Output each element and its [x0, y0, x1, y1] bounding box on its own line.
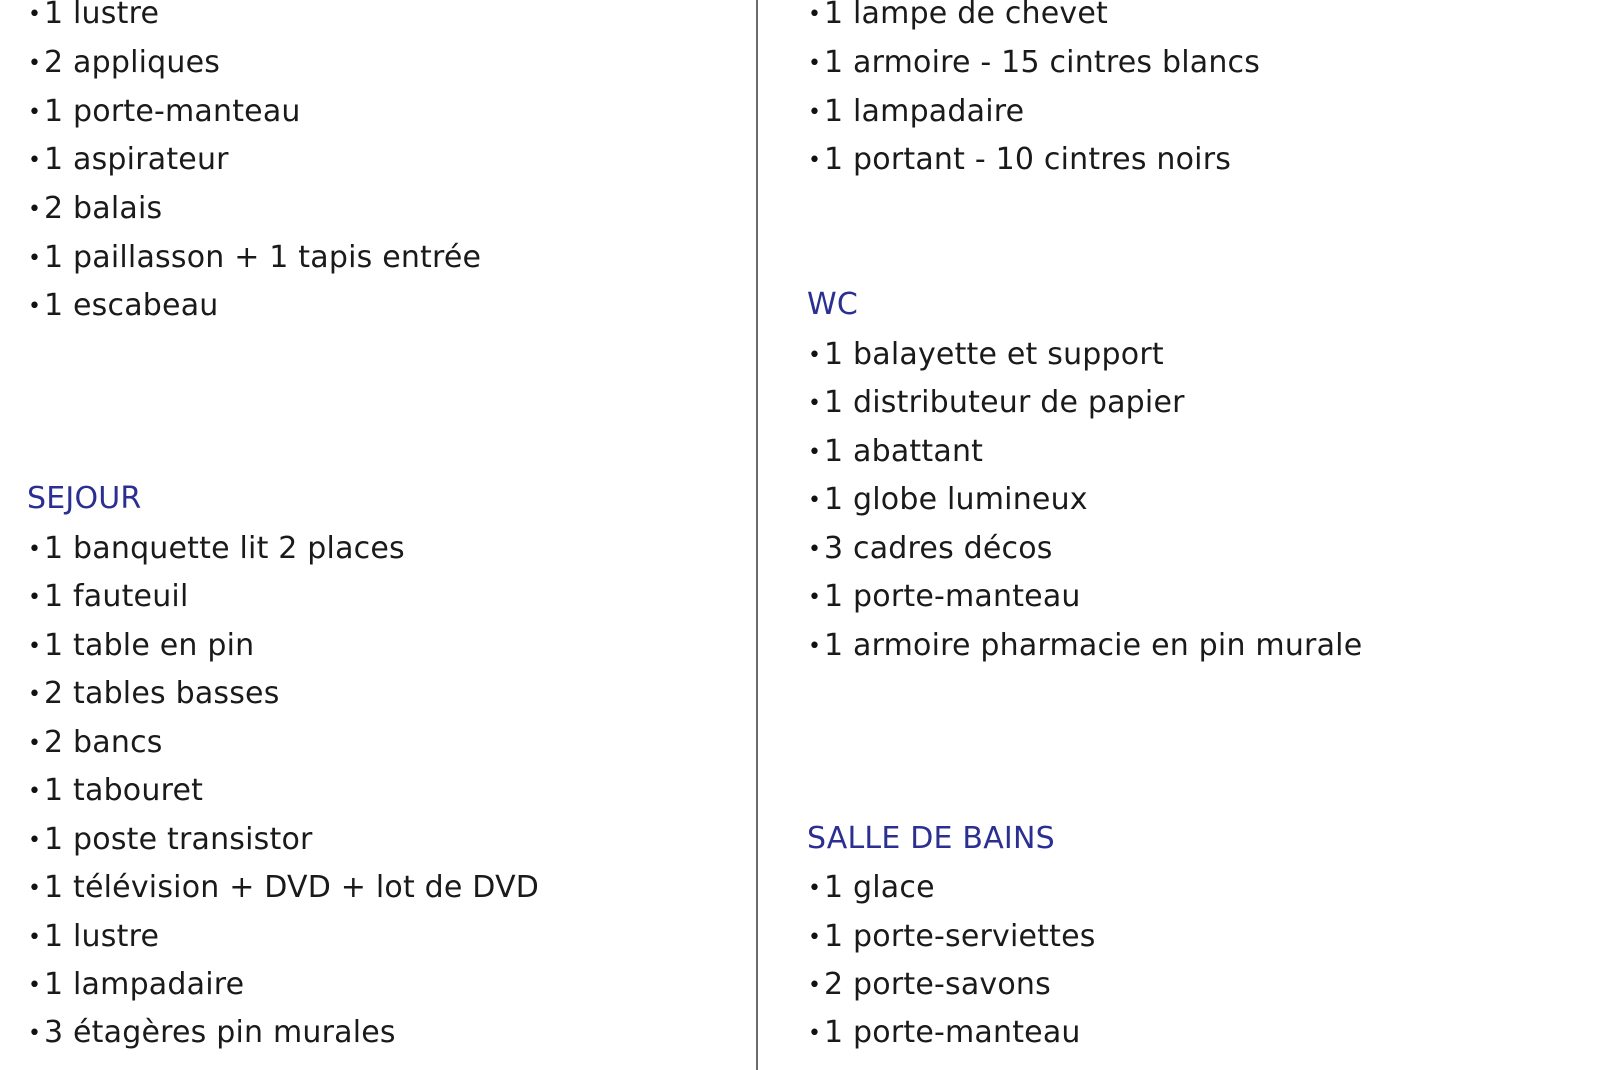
list-item [808, 577, 1081, 618]
list-item [808, 383, 1185, 424]
list-item [28, 189, 162, 230]
item-text: 1 lustre [44, 919, 160, 954]
section-heading-salle-de-bains: SALLE DE BAINS [807, 821, 1055, 856]
section-heading-sejour: SEJOUR [27, 481, 142, 516]
bullet-icon: • [808, 391, 822, 416]
list-item [28, 577, 189, 618]
bullet-icon: • [808, 100, 822, 125]
list-item [28, 626, 254, 667]
list-item [808, 432, 983, 473]
item-text: 1 porte-manteau [824, 1015, 1081, 1050]
bullet-icon: • [28, 634, 42, 659]
bullet-icon: • [28, 2, 42, 27]
list-item [808, 0, 1108, 35]
item-text: 2 porte-savons [824, 967, 1051, 1002]
list-item [28, 140, 229, 181]
bullet-icon: • [808, 537, 822, 562]
item-text: 3 cadres décos [824, 531, 1053, 566]
list-item [28, 238, 481, 279]
bullet-icon: • [28, 148, 42, 173]
item-text: 2 bancs [44, 725, 163, 760]
bullet-icon: • [28, 197, 42, 222]
bullet-icon: • [28, 779, 42, 804]
bullet-icon: • [808, 925, 822, 950]
bullet-icon: • [28, 537, 42, 562]
bullet-icon: • [28, 51, 42, 76]
item-text: 1 lampe de chevet [824, 0, 1108, 31]
item-text: 1 portant - 10 cintres noirs [824, 142, 1232, 177]
item-text: 1 porte-manteau [824, 579, 1081, 614]
section-heading-wc: WC [807, 287, 859, 322]
item-text: 1 abattant [824, 434, 984, 469]
list-item [808, 1013, 1081, 1054]
list-item [808, 626, 1362, 667]
list-item [28, 820, 313, 861]
bullet-icon: • [808, 440, 822, 465]
item-text: 2 appliques [44, 45, 221, 80]
bullet-icon: • [28, 828, 42, 853]
bullet-icon: • [808, 876, 822, 901]
list-item [28, 286, 219, 327]
item-text: 1 télévision + DVD + lot de DVD [44, 870, 540, 905]
item-text: 2 balais [44, 191, 163, 226]
bullet-icon: • [28, 876, 42, 901]
list-item [28, 723, 163, 764]
bullet-icon: • [28, 246, 42, 271]
item-text: 1 banquette lit 2 places [44, 531, 405, 566]
bullet-icon: • [808, 343, 822, 368]
item-text: 1 lampadaire [824, 94, 1025, 129]
list-item [28, 92, 301, 133]
item-text: 1 aspirateur [44, 142, 229, 177]
list-item [28, 43, 220, 84]
item-text: 1 balayette et support [824, 337, 1164, 372]
bullet-icon: • [808, 148, 822, 173]
list-item [808, 529, 1053, 570]
item-text: 2 tables basses [44, 676, 280, 711]
list-item [28, 674, 280, 715]
item-text: 1 porte-serviettes [824, 919, 1096, 954]
bullet-icon: • [808, 51, 822, 76]
item-text: 1 table en pin [44, 628, 255, 663]
list-item [28, 917, 159, 958]
list-item [808, 868, 935, 909]
bullet-icon: • [28, 585, 42, 610]
divider-line [756, 0, 758, 1070]
bullet-icon: • [808, 1021, 822, 1046]
item-text: 1 tabouret [44, 773, 204, 808]
bullet-icon: • [28, 925, 42, 950]
bullet-icon: • [808, 488, 822, 513]
bullet-icon: • [28, 294, 42, 319]
bullet-icon: • [28, 731, 42, 756]
list-item [28, 771, 203, 812]
item-text: 1 distributeur de papier [824, 385, 1185, 420]
item-text: 1 glace [824, 870, 935, 905]
bullet-icon: • [808, 634, 822, 659]
list-item [808, 335, 1164, 376]
bullet-icon: • [28, 1021, 42, 1046]
item-text: 1 poste transistor [44, 822, 313, 857]
list-item [808, 480, 1088, 521]
item-text: 1 escabeau [44, 288, 219, 323]
item-text: 1 globe lumineux [824, 482, 1088, 517]
list-item [808, 92, 1024, 133]
item-text: 3 étagères pin murales [44, 1015, 396, 1050]
bullet-icon: • [808, 585, 822, 610]
item-text: 1 paillasson + 1 tapis entrée [44, 240, 482, 275]
item-text: 1 fauteuil [44, 579, 189, 614]
bullet-icon: • [28, 682, 42, 707]
list-item [28, 965, 244, 1006]
list-item [808, 43, 1260, 84]
item-text: 1 armoire - 15 cintres blancs [824, 45, 1261, 80]
bullet-icon: • [808, 973, 822, 998]
list-item [808, 917, 1096, 958]
list-item [28, 1013, 396, 1054]
list-item [808, 965, 1051, 1006]
bullet-icon: • [28, 973, 42, 998]
bullet-icon: • [28, 100, 42, 125]
list-item [808, 140, 1231, 181]
item-text: 1 lampadaire [44, 967, 245, 1002]
item-text: 1 porte-manteau [44, 94, 301, 129]
item-text: 1 armoire pharmacie en pin murale [824, 628, 1363, 663]
bullet-icon: • [808, 2, 822, 27]
list-item [28, 868, 539, 909]
item-text: 1 lustre [44, 0, 160, 31]
list-item [28, 529, 405, 570]
list-item [28, 0, 159, 35]
